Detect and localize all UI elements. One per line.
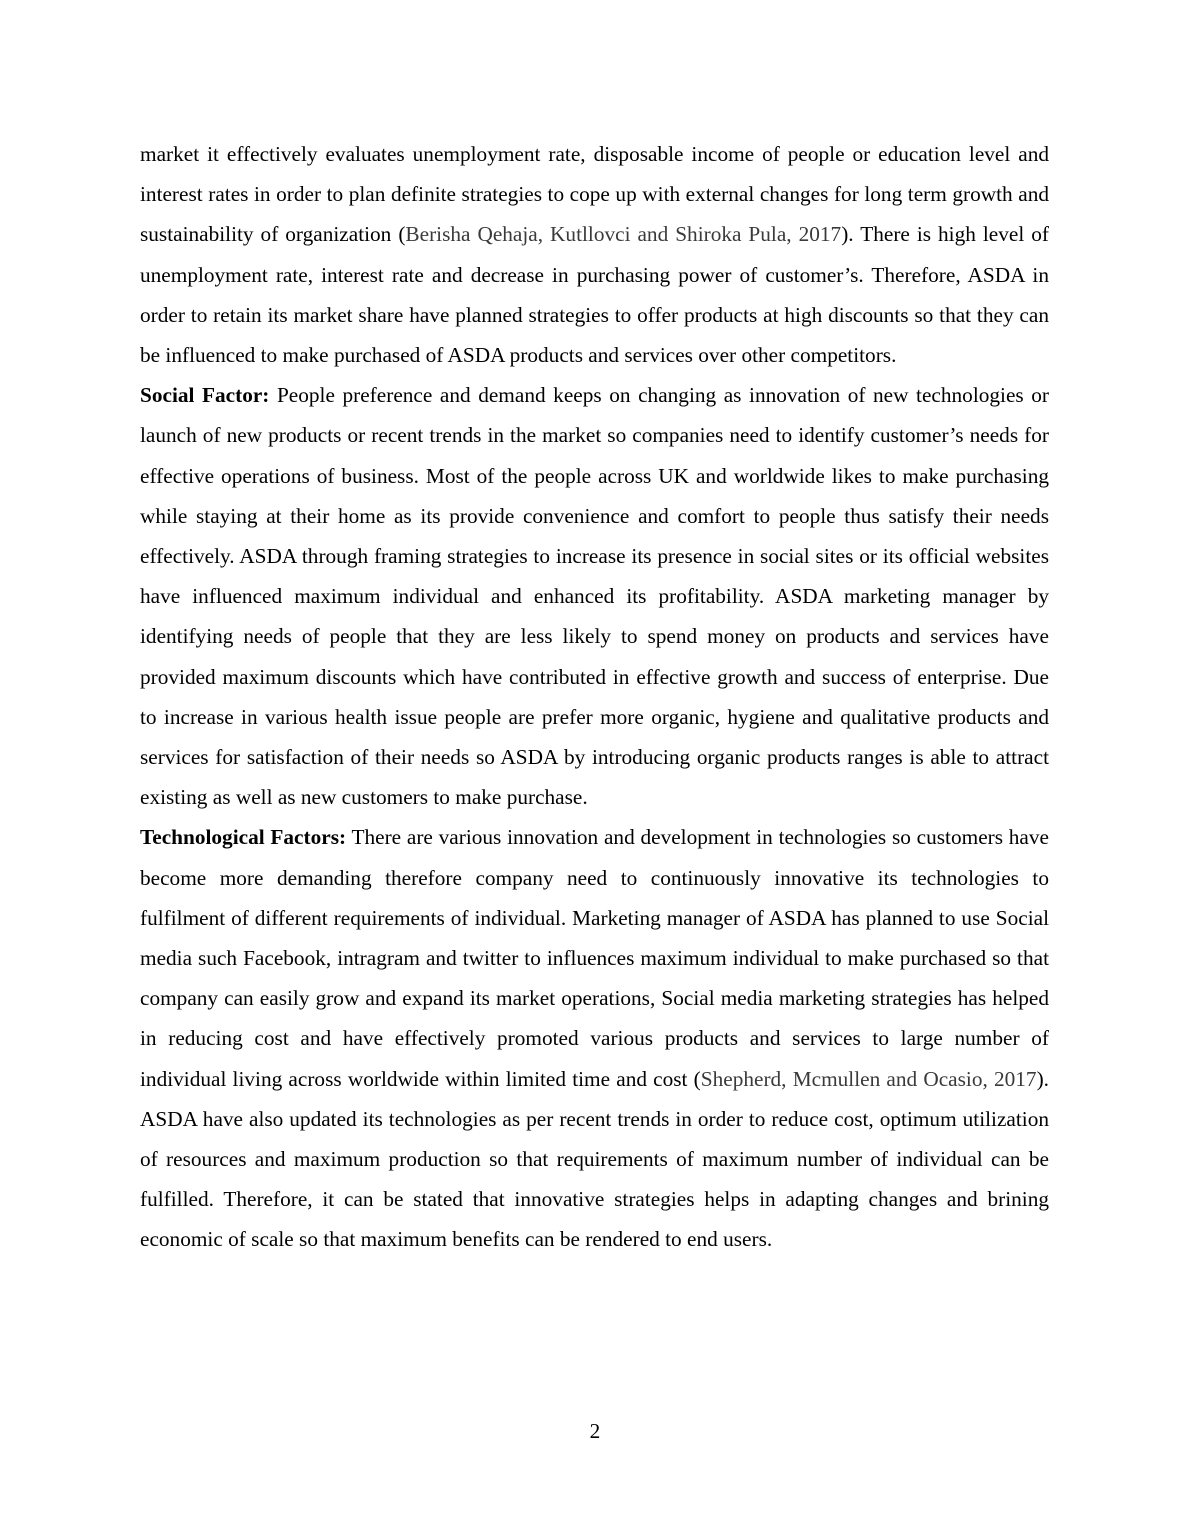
body-text (140, 134, 1049, 1260)
citation-berisha-qehaja: Berisha Qehaja, Kutllovci and Shiroka Pula, 2017 (405, 222, 842, 247)
heading-social-factor: Social Factor: (140, 383, 270, 408)
paragraph-text: ). There is high level of unemployment rate, interest rate and decrease in purchasing power of customer’s. Therefore, ASDA in order to retain its market share have planned strategies to offer products at high discounts so that they can be influenced to make purchased of ASDA products and services over other competitors. (140, 222, 1049, 368)
paragraph-social-factor (140, 375, 1049, 817)
paragraph-technological-factors (140, 817, 1049, 1259)
page-number: 2 (589, 1419, 601, 1443)
citation-shepherd-mcmullen: Shepherd, Mcmullen and Ocasio, 2017 (700, 1066, 1037, 1091)
paragraph-text: People preference and demand keeps on changing as innovation of new technologies or launch of new products or recent trends in the market so companies need to identify customer’s needs for effective operations of business. Most of the people across UK and worldwide likes to make purchasing while staying at their home as its provide convenience and comfort to people thus satisfy their needs effectively. ASDA through framing strategies to increase its presence in social sites or its official websites have influenced maximum individual and enhanced its profitability. ASDA marketing manager by identifying needs of people that they are less likely to spend money on products and services have provided maximum discounts which have contributed in effective growth and success of enterprise. Due to increase in various health issue people are prefer more organic, hygiene and qualitative products and services for satisfaction of their needs so ASDA by introducing organic products ranges is able to attract existing as well as new customers to make purchase. (140, 383, 1049, 810)
heading-technological-factors: Technological Factors: (140, 825, 347, 850)
paragraph-economic-continuation (140, 134, 1049, 375)
paragraph-text: ). ASDA have also updated its technologies as per recent trends in order to reduce cost, optimum utilization of resources and maximum production so that requirements of maximum number of individual can be fulfilled. Therefore, it can be stated that innovative strategies helps in adapting changes and brining economic of scale so that maximum benefits can be rendered to end users. (140, 1066, 1049, 1252)
paragraph-text: market it effectively evaluates unemployment rate, disposable income of people or education level and interest rates in order to plan definite strategies to cope up with external changes for long term growth and sustainability of organization ( (140, 142, 1049, 247)
paragraph-text: There are various innovation and development in technologies so customers have become more demanding therefore company need to continuously innovative its technologies to fulfilment of different requirements of individual. Marketing manager of ASDA has planned to use Social media such Facebook, intragram and twitter to influences maximum individual to make purchased so that company can easily grow and expand its market operations, Social media marketing strategies has helped in reducing cost and have effectively promoted various products and services to large number of individual living across worldwide within limited time and cost ( (140, 825, 1049, 1091)
